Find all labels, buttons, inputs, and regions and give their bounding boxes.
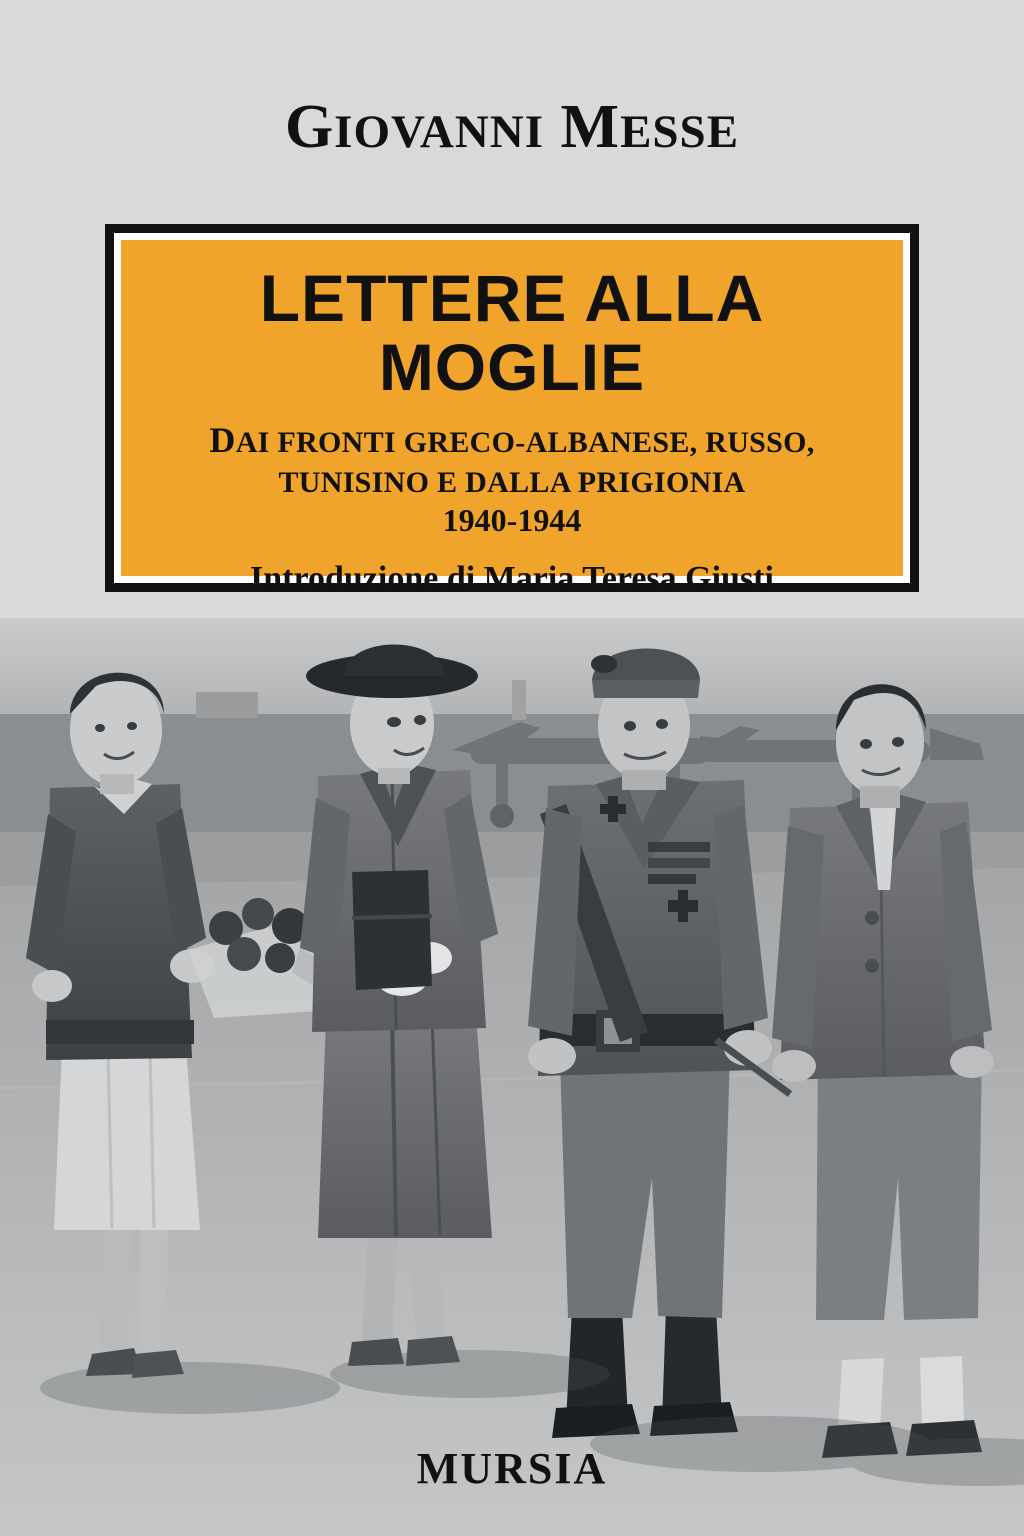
publisher-name: MURSIA [416,1444,608,1493]
subtitle-years: 1940-1944 [442,502,582,539]
introduction-credit: Introduzione di Maria Teresa Giusti [250,560,774,598]
book-subtitle [209,419,814,541]
photograph-illustration [0,618,1024,1536]
book-title: LETTERE ALLA MOGLIE [259,261,765,405]
cover-photograph [0,618,1024,1536]
author-name [0,93,1024,161]
subtitle-line-1: DAI FRONTI GRECO-ALBANESE, RUSSO, [209,419,815,460]
title-panel [105,224,919,598]
author-last-name: MESSE [560,93,740,161]
author-first-name: GIOVANNI [284,93,545,161]
subtitle-line-2: TUNISINO E DALLA PRIGIONIA [278,465,746,499]
title-panel-inner [114,233,910,598]
